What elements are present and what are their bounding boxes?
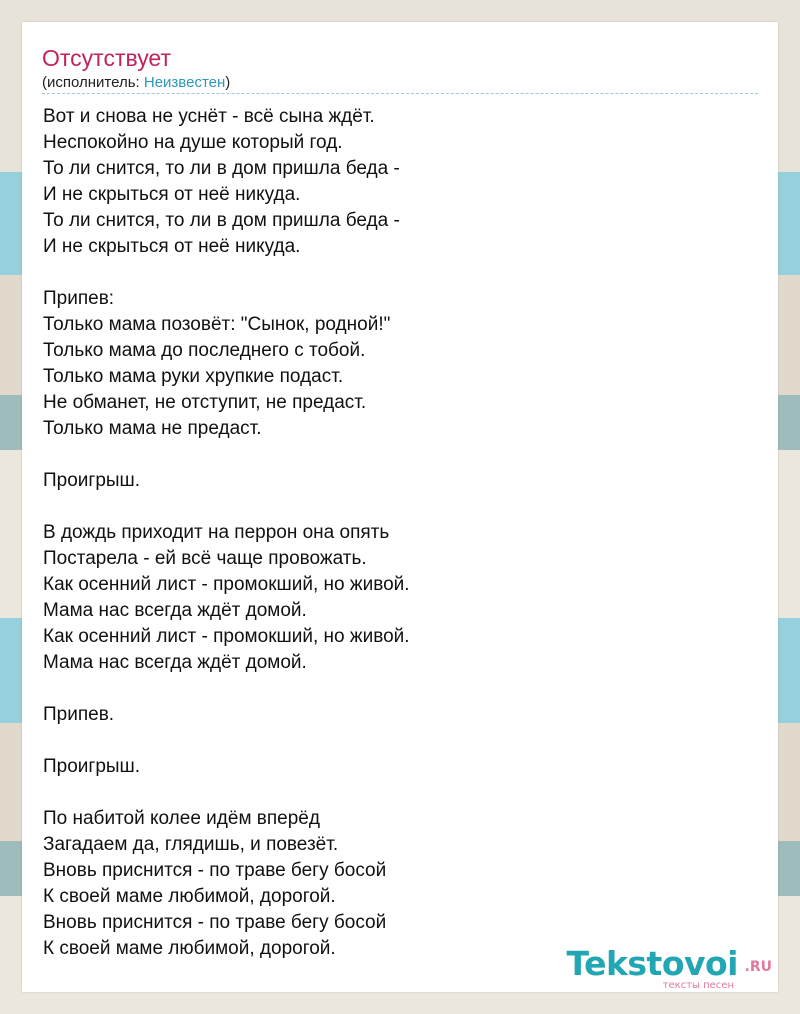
lyric-line: Припев: <box>43 288 115 309</box>
blank-line <box>43 494 743 520</box>
blank-line <box>43 780 743 806</box>
lyric-line: Припев. <box>43 704 115 725</box>
lyric-line: И не скрыться от неё никуда. <box>43 184 301 205</box>
logo-tld: .RU <box>744 959 772 975</box>
lyric-line: Неспокойно на душе который год. <box>43 132 343 153</box>
lyric-line: Вновь приснится - по траве бегу босой <box>43 912 387 933</box>
blank-line <box>43 442 743 468</box>
lyric-line: То ли снится, то ли в дом пришла беда - <box>43 158 400 179</box>
lyric-line: Только мама позовёт: "Сынок, родной!" <box>43 314 391 335</box>
lyric-line: Мама нас всегда ждёт домой. <box>43 600 307 621</box>
lyric-line: Вот и снова не уснёт - всё сына ждёт. <box>43 106 375 127</box>
lyric-line: Не обманет, не отступит, не предаст. <box>43 392 367 413</box>
blank-line <box>43 676 743 702</box>
artist-prefix: (исполнитель: <box>42 74 144 91</box>
lyric-line: Вновь приснится - по траве бегу босой <box>43 860 387 881</box>
artist-link[interactable]: Неизвестен <box>143 74 226 91</box>
logo-wordmark: Tekstovoi <box>566 944 738 983</box>
dashed-divider <box>42 93 758 94</box>
lyric-line: Проигрыш. <box>43 470 141 491</box>
lyric-line: Загадаем да, глядишь, и повезёт. <box>43 834 339 855</box>
logo-tagline: тексты песен <box>662 980 734 991</box>
lyric-line: Как осенний лист - промокший, но живой. <box>43 574 410 595</box>
lyric-line: Только мама до последнего с тобой. <box>43 340 366 361</box>
lyrics-text <box>43 104 743 962</box>
artist-suffix: ) <box>225 74 231 91</box>
lyric-line: Только мама не предаст. <box>43 418 262 439</box>
lyric-line: Только мама руки хрупкие подаст. <box>43 366 344 387</box>
lyrics-card <box>22 22 778 992</box>
lyric-line: Проигрыш. <box>43 756 141 777</box>
lyric-line: Мама нас всегда ждёт домой. <box>43 652 307 673</box>
lyric-line: Постарела - ей всё чаще провожать. <box>43 548 367 569</box>
artist-line <box>42 73 230 93</box>
lyric-line: В дождь приходит на перрон она опять <box>43 522 390 543</box>
blank-line <box>43 260 743 286</box>
lyric-line: К своей маме любимой, дорогой. <box>43 886 336 907</box>
site-logo[interactable] <box>552 944 772 992</box>
lyric-line: То ли снится, то ли в дом пришла беда - <box>43 210 400 231</box>
lyric-line: По набитой колее идём вперёд <box>43 808 320 829</box>
blank-line <box>43 728 743 754</box>
lyric-line: К своей маме любимой, дорогой. <box>43 938 336 959</box>
lyric-line: И не скрыться от неё никуда. <box>43 236 301 257</box>
lyric-line: Как осенний лист - промокший, но живой. <box>43 626 410 647</box>
song-title: Отсутствует <box>42 45 171 71</box>
